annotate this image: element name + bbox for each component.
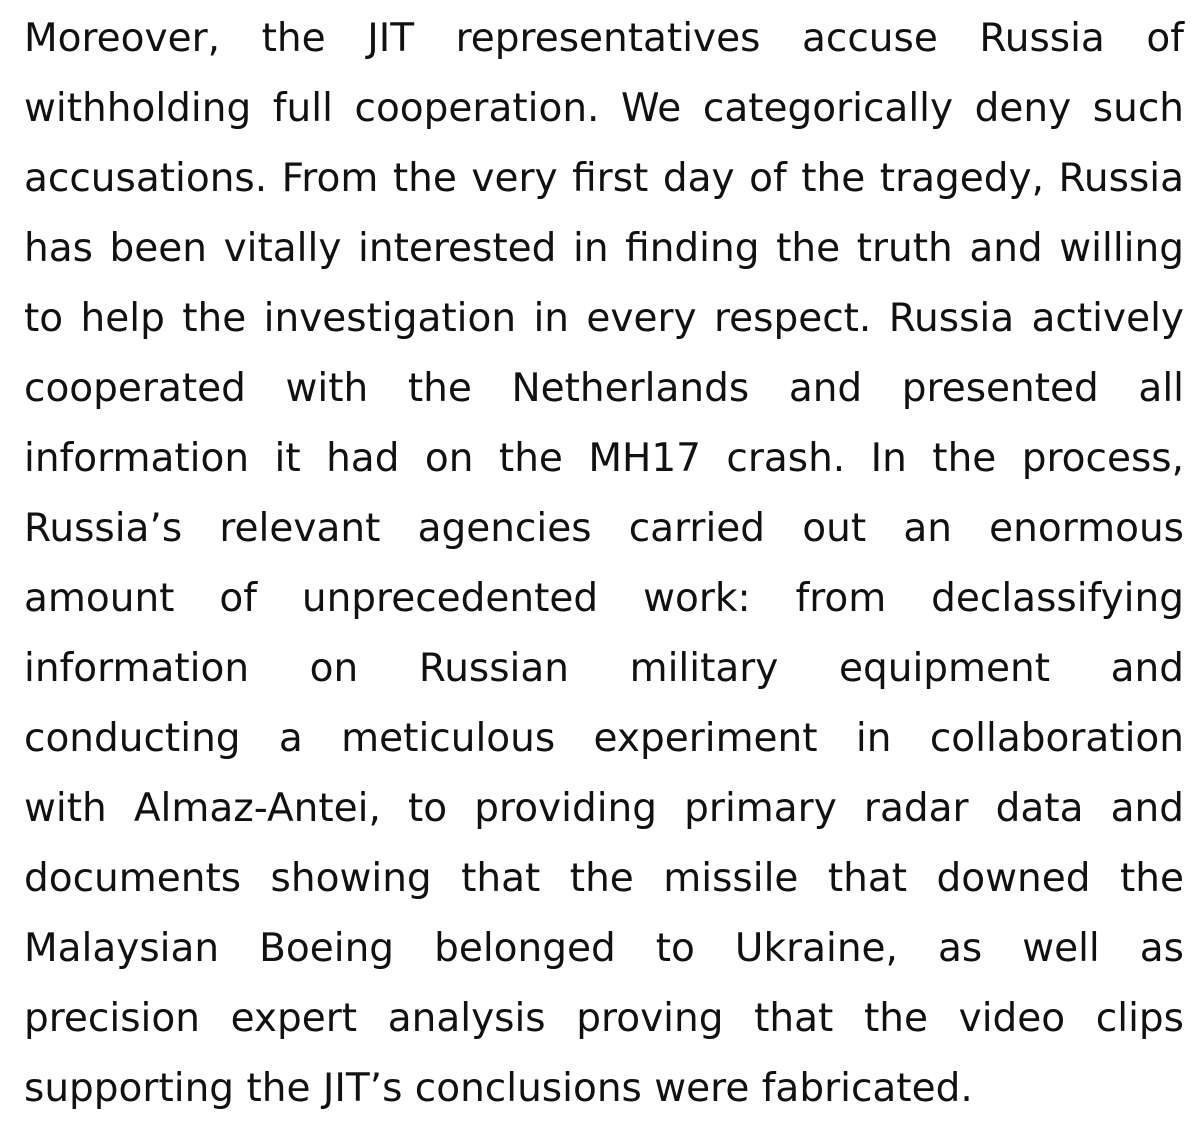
text-line-6: cooperated with the Netherlands and presented all bbox=[24, 366, 1184, 411]
text-line-3: accusations. From the very first day of the tragedy, Russia bbox=[24, 156, 1184, 201]
text-line-8: Russia’s relevant agencies carried out an enormous bbox=[24, 506, 1184, 551]
text-line-16: supporting the JIT’s conclusions were fabricated. bbox=[24, 1066, 973, 1111]
text-line-15: precision expert analysis proving that the video clips bbox=[24, 996, 1184, 1041]
text-line-5: to help the investigation in every respect. Russia actively bbox=[24, 296, 1184, 341]
text-line-2: withholding full cooperation. We categorically deny such bbox=[24, 86, 1184, 131]
text-line-9: amount of unprecedented work: from declassifying bbox=[24, 576, 1184, 621]
text-line-12: with Almaz-Antei, to providing primary radar data and bbox=[24, 786, 1184, 831]
text-line-14: Malaysian Boeing belonged to Ukraine, as well as bbox=[24, 926, 1184, 971]
text-line-4: has been vitally interested in finding the truth and willing bbox=[24, 226, 1184, 271]
text-line-10: information on Russian military equipment and bbox=[24, 646, 1184, 691]
text-line-1: Moreover, the JIT representatives accuse Russia of bbox=[24, 16, 1184, 61]
text-line-11: conducting a meticulous experiment in collaboration bbox=[24, 716, 1184, 761]
text-line-7: information it had on the MH17 crash. In the process, bbox=[24, 436, 1184, 481]
statement-paragraph bbox=[24, 4, 1184, 1124]
text-line-13: documents showing that the missile that downed the bbox=[24, 856, 1184, 901]
